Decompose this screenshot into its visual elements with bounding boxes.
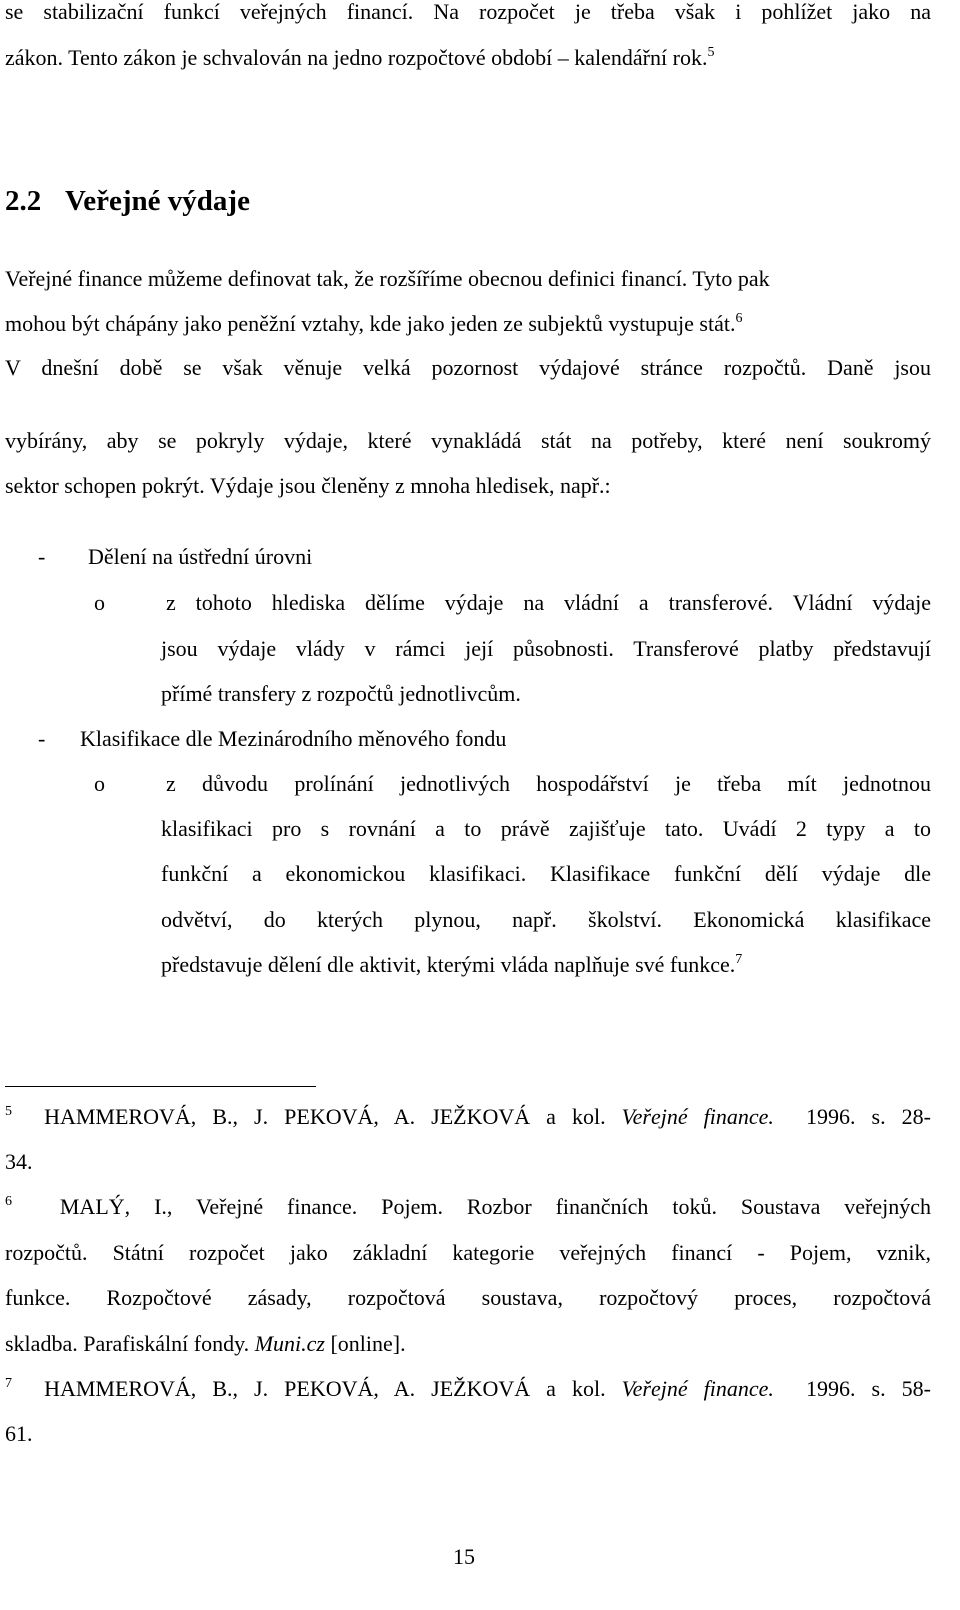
sublist-2-line-4: odvětví, do kterých plynou, např. školství. Ekonomická klasifikace xyxy=(161,907,931,932)
footnote-6-line-4: skladba. Parafiskální fondy. Muni.cz [online]. xyxy=(5,1331,406,1356)
para1-line-2: mohou být chápány jako peněžní vztahy, kde jako jeden ze subjektů vystupuje stát.$^6$ xyxy=(5,311,743,336)
footnote-6-line-3: funkce. Rozpočtové zásady, rozpočtová soustava, rozpočtový proces, rozpočtová xyxy=(5,1285,931,1310)
footnote-6-site: Muni.cz xyxy=(254,1331,325,1356)
sublist-2-line-3: funkční a ekonomickou klasifikaci. Klasifikace funkční dělí výdaje dle xyxy=(161,861,931,886)
footnote-number-6: 6 xyxy=(5,1194,12,1209)
sublist-marker-1: o xyxy=(94,590,105,615)
page-number: 15 xyxy=(453,1544,475,1569)
footnote-5-title: Veřejné finance. xyxy=(621,1104,774,1129)
section-title: Veřejné výdaje xyxy=(65,185,250,217)
footnote-5-line-2: 34. xyxy=(5,1149,33,1174)
intro-line-2: zákon. Tento zákon je schvalován na jedno rozpočtové období – kalendářní rok.$^5$ xyxy=(5,45,715,70)
list-item-1-label: Dělení na ústřední úrovni xyxy=(88,544,313,569)
sublist-marker-2: o xyxy=(94,771,105,796)
para1-line-1: Veřejné finance můžeme definovat tak, že rozšíříme obecnou definici financí. Tyto pak xyxy=(5,266,770,291)
footnote-number-5: 5 xyxy=(5,1104,12,1119)
footnote-ref-6: 6 xyxy=(735,311,743,326)
footnote-5-line-1: $^5$ HAMMEROVÁ, B., J. PEKOVÁ, A. JEŽKOVÁ a kol. Veřejné finance. 1996. s. 28- xyxy=(5,1104,931,1129)
intro-line-1: se stabilizační funkcí veřejných financí. Na rozpočet je třeba však i pohlížet jako na xyxy=(5,0,931,24)
footnote-separator xyxy=(5,1086,316,1087)
para2-line-3: sektor schopen pokrýt. Výdaje jsou členěny z mnoha hledisek, např.: xyxy=(5,473,611,498)
para2-line-2: vybírány, aby se pokryly výdaje, které vynakládá stát na potřeby, které není soukromý xyxy=(5,428,931,453)
footnote-ref-7: 7 xyxy=(735,952,743,967)
list-marker-2: - xyxy=(38,726,46,751)
footnote-ref-5: 5 xyxy=(707,45,715,60)
footnote-6-line-2: rozpočtů. Státní rozpočet jako základní kategorie veřejných financí - Pojem, vznik, xyxy=(5,1240,931,1265)
sublist-1-line-3: přímé transfery z rozpočtů jednotlivcům. xyxy=(161,681,521,706)
footnote-7-line-2: 61. xyxy=(5,1421,33,1446)
sublist-2-line-1: z důvodu prolínání jednotlivých hospodářství je třeba mít jednotnou xyxy=(166,771,931,796)
footnote-number-7: 7 xyxy=(5,1376,12,1391)
footnote-7-title: Veřejné finance. xyxy=(621,1376,774,1401)
para2-line-1: V dnešní době se však věnuje velká pozornost výdajové stránce rozpočtů. Daně jsou xyxy=(5,355,931,380)
sublist-2-line-5: představuje dělení dle aktivit, kterými vláda naplňuje své funkce.$^7$ xyxy=(161,952,743,977)
sublist-1-line-2: jsou výdaje vlády v rámci její působnosti. Transferové platby představují xyxy=(161,636,931,661)
list-marker-1: - xyxy=(38,544,46,569)
section-heading xyxy=(5,184,250,218)
sublist-2-line-2: klasifikaci pro s rovnání a to právě zajišťuje tato. Uvádí 2 typy a to xyxy=(161,816,931,841)
list-item-2-label: Klasifikace dle Mezinárodního měnového fondu xyxy=(80,726,507,751)
footnote-6-line-1: $^6$ MALÝ, I., Veřejné finance. Pojem. Rozbor finančních toků. Soustava veřejných xyxy=(5,1194,931,1219)
sublist-1-line-1: z tohoto hlediska dělíme výdaje na vládní a transferové. Vládní výdaje xyxy=(166,590,931,615)
section-number: 2.2 xyxy=(5,185,42,217)
footnote-7-line-1: $^7$ HAMMEROVÁ, B., J. PEKOVÁ, A. JEŽKOVÁ a kol. Veřejné finance. 1996. s. 58- xyxy=(5,1376,931,1401)
